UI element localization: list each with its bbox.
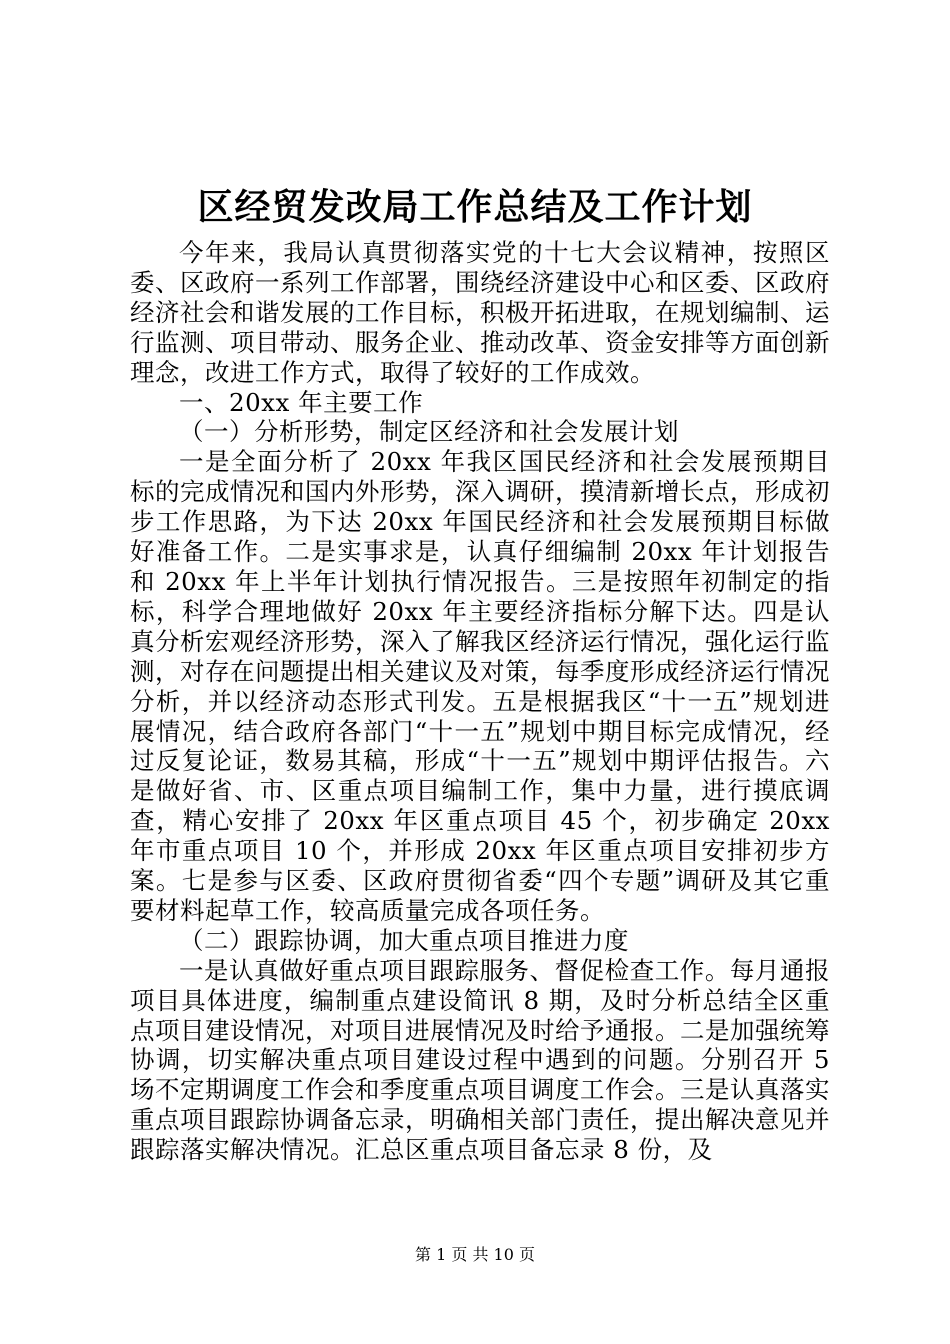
paragraph-projects: 一是认真做好重点项目跟踪服务、督促检查工作。每月通报项目具体进度，编制重点建设简讯 8 期，及时分析总结全区重点项目建设情况，对项目进展情况及时给予通报。二是加强统筹协调，切实解决重点项目建设过程中遇到的问题。分别召开 5 场不定期调度工作会和季度重点项目调度工作会。三是认真落实重点项目跟踪协调备忘录，明确相关部门责任，提出解决意见并跟踪落实解决情况。汇总区重点项目备忘录 8 份，及	[130, 955, 830, 1165]
subsection-heading-1: （一）分析形势，制定区经济和社会发展计划	[179, 417, 679, 447]
subsection-heading-2: （二）跟踪协调，加大重点项目推进力度	[179, 925, 629, 955]
paragraph-intro: 今年来，我局认真贯彻落实党的十七大会议精神，按照区委、区政府一系列工作部署，围绕经济建设中心和区委、区政府经济社会和谐发展的工作目标，积极开拓进取，在规划编制、运行监测、项目带动、服务企业、推动改革、资金安排等方面创新理念，改进工作方式，取得了较好的工作成效。	[130, 238, 830, 387]
document-body	[130, 238, 830, 1165]
section-heading: 一、20xx 年主要工作	[179, 387, 424, 417]
page-footer: 第 1 页 共 10 页	[415, 1245, 535, 1264]
paragraph-analysis: 一是全面分析了 20xx 年我区国民经济和社会发展预期目标的完成情况和国内外形势，深入调研，摸清新增长点，形成初步工作思路，为下达 20xx 年国民经济和社会发展预期目标做好准备工作。二是实事求是，认真仔细编制 20xx 年计划报告和 20xx 年上半年计划执行情况报告。三是按照年初制定的指标，科学合理地做好 20xx 年主要经济指标分解下达。四是认真分析宏观经济形势，深入了解我区经济运行情况，强化运行监测，对存在问题提出相关建议及对策，每季度形成经济运行情况分析，并以经济动态形式刊发。五是根据我区“十一五”规划进展情况，结合政府各部门“十一五”规划中期目标完成情况，经过反复论证，数易其稿，形成“十一五”规划中期评估报告。六是做好省、市、区重点项目编制工作，集中力量，进行摸底调查，精心安排了 20xx 年区重点项目 45 个，初步确定 20xx 年市重点项目 10 个，并形成 20xx 年区重点项目安排初步方案。七是参与区委、区政府贯彻省委“四个专题”调研及其它重要材料起草工作，较高质量完成各项任务。	[130, 447, 830, 925]
document-title: 区经贸发改局工作总结及工作计划	[197, 186, 753, 228]
